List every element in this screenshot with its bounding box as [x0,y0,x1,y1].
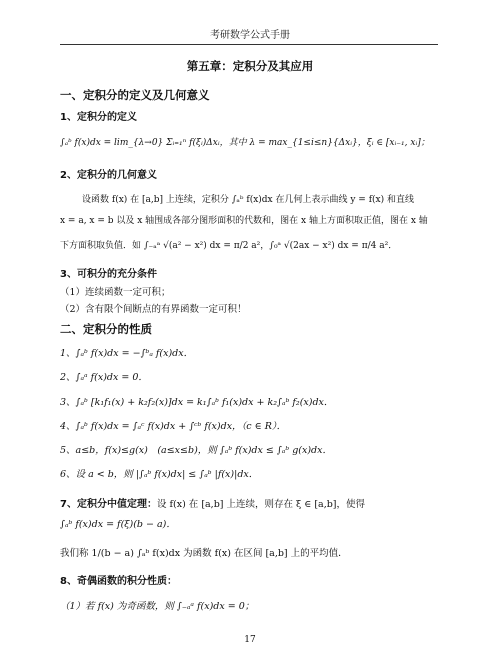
property-6: 6、设 a < b，则 |∫ₐᵇ f(x)dx| ≤ ∫ₐᵇ |f(x)|dx． [60,469,259,480]
section-1-title: 一、定积分的定义及几何意义 [60,88,210,102]
geometric-meaning-line-2: x = a, x = b 以及 x 轴围成各部分图形面积的代数和，图在 x 轴上方面积取正值，图在 x 轴 [60,216,428,226]
average-value-statement: 我们称 1/(b − a) ∫ₐᵇ f(x)dx 为函数 f(x) 在区间 [a,b] 上的平均值． [60,548,348,559]
subsection-2-8-title: 8、奇偶函数的积分性质： [60,576,177,587]
mean-value-theorem-lead: 设 f(x) 在 [a,b] 上连续，则存在 ξ ∈ [a,b]，使得 [156,499,366,510]
subsection-1-3-title: 3、可积分的充分条件 [60,269,157,280]
property-1: 1、∫ₐᵇ f(x)dx = −∫ᵇₐ f(x)dx． [60,348,194,359]
running-header: 考研数学公式手册 [210,30,290,41]
subsection-2-7-title: 7、定积分中值定理： [60,499,157,510]
property-4: 4、∫ₐᵇ f(x)dx = ∫ₐᶜ f(x)dx + ∫ᶜᵇ f(x)dx，（c ∈ R）． [60,421,287,432]
section-2-title: 二、定积分的性质 [60,322,152,336]
integrability-condition-1: （1）连续函数一定可积； [60,287,171,298]
geometric-meaning-line-3: 下方面积取负值．如 ∫₋ₐᵃ √(a² − x²) dx = π/2 a²，∫₀ᵃ √(2ax − x²) dx = π/4 a²． [60,241,398,251]
definition-formula: ∫ₐᵇ f(x)dx = lim_{λ→0} Σᵢ₌₁ⁿ f(ξᵢ)Δxᵢ，其中 λ = max_{1≤i≤n}{Δxᵢ}，ξᵢ ∈ [xᵢ₋₁, xᵢ]； [60,138,430,148]
subsection-1-1-title: 1、定积分的定义 [60,112,137,123]
property-5: 5、a≤b，f(x)≤g(x) (a≤x≤b)，则 ∫ₐᵇ f(x)dx ≤ ∫ₐᵇ g(x)dx． [60,445,332,456]
chapter-title: 第五章：定积分及其应用 [186,59,314,73]
mean-value-theorem-row [60,492,365,511]
integrability-condition-2: （2）含有限个间断点的有界函数一定可积！ [60,304,247,315]
page-number: 17 [244,635,256,645]
subsection-1-2-title: 2、定积分的几何意义 [60,170,157,181]
property-3: 3、∫ₐᵇ [k₁f₁(x) + k₂f₂(x)]dx = k₁∫ₐᵇ f₁(x)dx + k₂∫ₐᵇ f₂(x)dx． [60,397,334,408]
property-2: 2、∫ₐᵃ f(x)dx = 0． [60,372,148,383]
mean-value-formula: ∫ₐᵇ f(x)dx = f(ξ)(b − a)． [60,519,176,530]
odd-function-property: （1）若 f(x) 为奇函数，则 ∫₋ₐᵃ f(x)dx = 0； [60,601,255,612]
geometric-meaning-line-1: 设函数 f(x) 在 [a,b] 上连续，定积分 ∫ₐᵇ f(x)dx 在几何上表示曲线 y = f(x) 和直线 [82,195,414,205]
header-rule [60,44,438,45]
